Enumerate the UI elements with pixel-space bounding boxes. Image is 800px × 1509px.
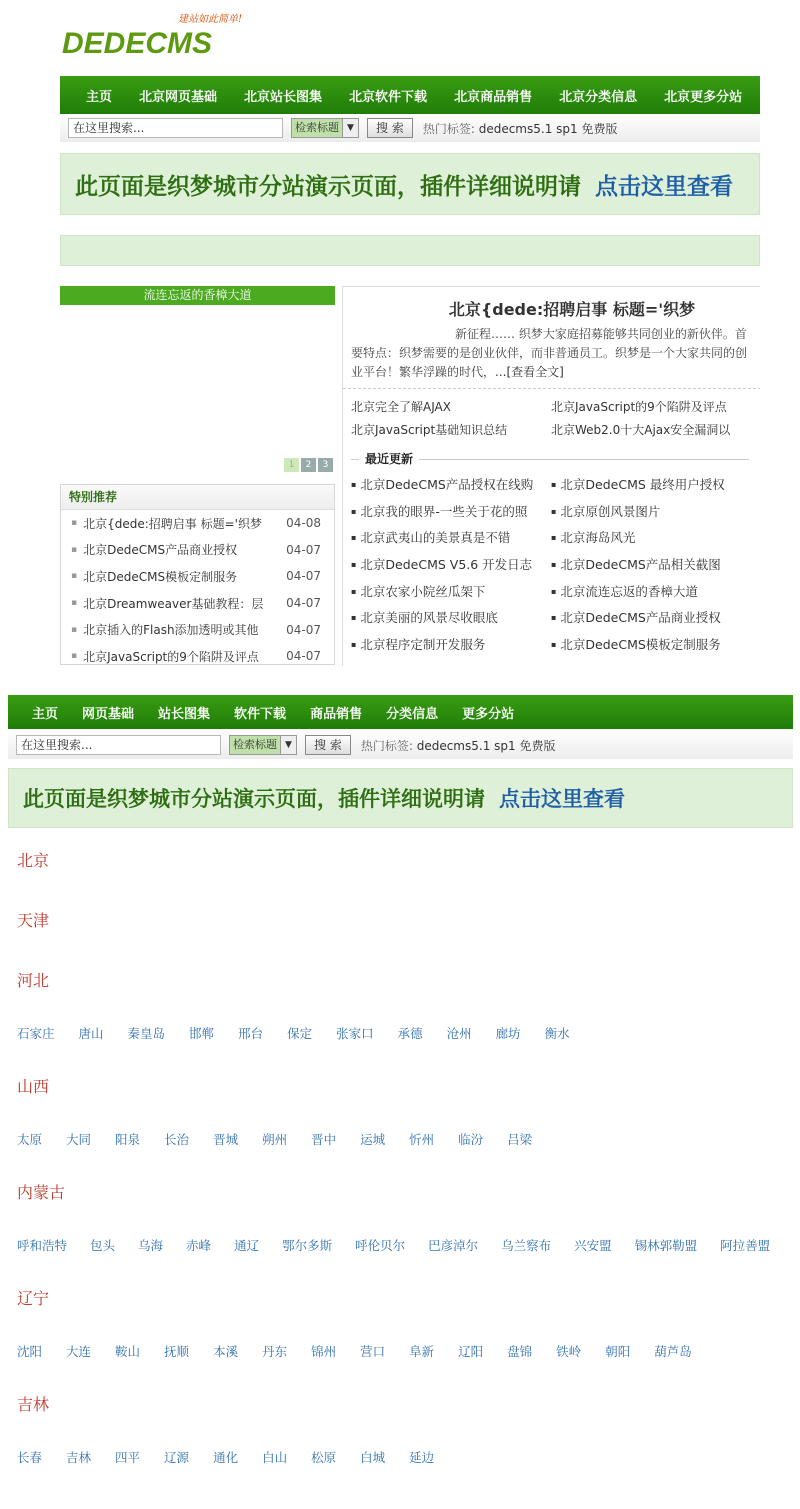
region-shanxi[interactable]: 山西 — [17, 1077, 50, 1096]
city-link[interactable]: 延边 — [409, 1450, 435, 1465]
list-item[interactable]: ▪ 北京海岛风光 — [551, 528, 751, 546]
city-link[interactable]: 沈阳 — [17, 1344, 43, 1359]
summary-text: 新征程…… 织梦大家庭招募能够共同创业的新伙伴。首要特点：织梦需要的是创业伙伴，而非普通员工。织梦是一个大家共同的创业平台！繁华浮躁的时代， — [351, 327, 748, 379]
demo-banner — [60, 153, 760, 215]
city-link[interactable]: 铁岭 — [556, 1344, 582, 1359]
bullet-icon: ▪ — [71, 544, 78, 555]
list-item[interactable]: ▪ 北京DedeCMS产品授权在线购 — [351, 475, 551, 493]
city-list-liaoning — [17, 1342, 716, 1360]
city-link[interactable]: 阿拉善盟 — [720, 1238, 771, 1253]
city-link[interactable]: 兴安盟 — [574, 1238, 612, 1253]
city-link[interactable]: 包头 — [90, 1238, 116, 1253]
banner-link[interactable]: 点击这里查看 — [595, 173, 733, 200]
related-link[interactable]: 北京完全了解AJAX — [351, 400, 451, 414]
hot-tag-link[interactable]: dedecms5.1 sp1 免费版 — [416, 738, 556, 753]
nav-item[interactable]: 北京站长图集 — [244, 89, 323, 105]
nav-item[interactable]: 北京分类信息 — [559, 89, 638, 105]
city-link[interactable]: 松原 — [311, 1450, 337, 1465]
city-link[interactable]: 大连 — [66, 1344, 92, 1359]
search-type-select[interactable] — [229, 735, 297, 755]
city-link[interactable]: 临汾 — [458, 1132, 484, 1147]
city-link[interactable]: 运城 — [360, 1132, 386, 1147]
slider-page-3[interactable]: 3 — [318, 458, 333, 472]
headline-title-text[interactable]: 北京{dede:招聘启事 标题='织梦 — [448, 300, 696, 319]
city-link[interactable]: 吕梁 — [507, 1132, 533, 1147]
city-link[interactable]: 阳泉 — [115, 1132, 141, 1147]
city-link[interactable]: 四平 — [115, 1450, 141, 1465]
city-link[interactable]: 长治 — [164, 1132, 190, 1147]
city-link[interactable]: 锡林郭勒盟 — [634, 1238, 698, 1253]
region-tianjin[interactable]: 天津 — [17, 911, 50, 930]
list-item[interactable]: ▪ 北京我的眼界-一些关于花的照 — [351, 502, 551, 520]
city-link[interactable]: 鄂尔多斯 — [282, 1238, 333, 1253]
list-item[interactable]: ▪ 北京DedeCMS V5.6 开发日志 — [351, 555, 551, 573]
nav-item[interactable]: 分类信息 — [386, 706, 439, 722]
item-date: 04-07 — [286, 542, 321, 557]
nav-item[interactable]: 站长图集 — [158, 706, 211, 722]
city-link[interactable]: 朝阳 — [605, 1344, 631, 1359]
headline-summary — [351, 325, 756, 382]
bullet-icon: ▪ — [71, 518, 78, 529]
item-date: 04-08 — [286, 516, 321, 531]
city-link[interactable]: 抚顺 — [164, 1344, 190, 1359]
nav-item[interactable]: 主页 — [32, 706, 59, 722]
list-item[interactable]: ▪ 北京DedeCMS产品相关截图 — [551, 555, 751, 573]
city-link[interactable]: 石家庄 — [17, 1026, 55, 1041]
city-link[interactable]: 晋中 — [311, 1132, 337, 1147]
region-liaoning[interactable]: 辽宁 — [17, 1289, 50, 1308]
banner-link[interactable]: 点击这里查看 — [499, 787, 625, 811]
city-link[interactable]: 太原 — [17, 1132, 43, 1147]
headline-article — [342, 286, 760, 666]
search-type-value: 检索标题 — [292, 119, 342, 137]
region-hebei[interactable]: 河北 — [17, 971, 50, 990]
search-button[interactable]: 搜 索 — [305, 735, 351, 755]
city-link[interactable]: 本溪 — [213, 1344, 239, 1359]
city-list-jilin — [17, 1448, 458, 1466]
list-item[interactable]: ▪ 北京武夷山的美景真是不错 — [351, 528, 551, 546]
city-link[interactable]: 阜新 — [409, 1344, 435, 1359]
hot-tags-label: 热门标签: — [360, 738, 413, 753]
search-input[interactable]: 在这里搜索... — [16, 735, 221, 755]
item-title[interactable]: 北京{dede:招聘启事 标题='织梦 — [83, 516, 262, 531]
city-link[interactable]: 邯郸 — [189, 1026, 215, 1041]
city-link[interactable]: 巴彦淖尔 — [428, 1238, 479, 1253]
city-link[interactable]: 晋城 — [213, 1132, 239, 1147]
list-item[interactable]: ▪ 北京农家小院丝瓜架下 — [351, 582, 551, 600]
hot-tags-label: 热门标签: — [422, 121, 475, 136]
bullet-icon: ▪ — [71, 571, 78, 582]
list-item[interactable] — [61, 616, 334, 643]
city-link[interactable]: 保定 — [287, 1026, 313, 1041]
recommend-title: 特别推荐 — [61, 485, 334, 510]
item-title[interactable]: 北京DedeCMS产品商业授权 — [83, 543, 238, 558]
city-link[interactable]: 忻州 — [409, 1132, 435, 1147]
item-date: 04-07 — [286, 649, 321, 664]
read-more-link[interactable]: ...[查看全文] — [495, 365, 564, 379]
nav-item[interactable]: 北京软件下载 — [349, 89, 428, 105]
logo-text: DEDECMS — [62, 27, 213, 60]
image-slider — [60, 286, 335, 476]
city-link[interactable]: 辽阳 — [458, 1344, 484, 1359]
list-item[interactable]: ▪ 北京美丽的风景尽收眼底 — [351, 608, 551, 626]
slider-page-2[interactable]: 2 — [301, 458, 316, 472]
item-date: 04-07 — [286, 622, 321, 637]
item-title[interactable]: 北京JavaScript的9个陷阱及评点 — [83, 649, 259, 664]
list-item[interactable]: ▪ 北京DedeCMS产品商业授权 — [551, 608, 751, 626]
logo-slogan: 建站如此简单! — [178, 14, 243, 25]
bullet-icon: ▪ — [71, 598, 78, 609]
city-list-neimenggu — [17, 1236, 770, 1254]
nav-item[interactable]: 软件下载 — [234, 706, 287, 722]
list-item[interactable]: ▪ 北京原创风景图片 — [551, 502, 751, 520]
city-link[interactable]: 鞍山 — [115, 1344, 141, 1359]
city-link[interactable]: 承德 — [397, 1026, 423, 1041]
item-title[interactable]: 北京插入的Flash添加透明或其他 — [83, 623, 259, 638]
city-link[interactable]: 丹东 — [262, 1344, 288, 1359]
city-link[interactable]: 乌兰察布 — [501, 1238, 552, 1253]
city-nav — [8, 695, 793, 729]
bullet-icon: ▪ — [71, 651, 78, 662]
city-link[interactable]: 葫芦岛 — [654, 1344, 692, 1359]
city-link[interactable]: 通辽 — [234, 1238, 260, 1253]
slider-pager — [284, 458, 333, 472]
bullet-icon: ▪ — [71, 624, 78, 635]
slider-page-1[interactable]: 1 — [284, 458, 299, 472]
search-type-value: 检索标题 — [230, 736, 280, 754]
city-list-shanxi — [17, 1130, 556, 1148]
chevron-down-icon: ▼ — [342, 119, 358, 137]
city-link[interactable]: 盘锦 — [507, 1344, 533, 1359]
item-date: 04-07 — [286, 596, 321, 611]
region-beijing[interactable]: 北京 — [17, 851, 50, 870]
item-date: 04-07 — [286, 569, 321, 584]
city-link[interactable]: 赤峰 — [186, 1238, 212, 1253]
city-link[interactable]: 衡水 — [544, 1026, 570, 1041]
city-link[interactable]: 呼和浩特 — [17, 1238, 68, 1253]
list-item[interactable] — [61, 510, 334, 537]
nav-item[interactable]: 网页基础 — [82, 706, 135, 722]
list-item[interactable] — [61, 590, 334, 617]
city-link[interactable]: 白城 — [360, 1450, 386, 1465]
city-link[interactable]: 乌海 — [138, 1238, 164, 1253]
nav-item[interactable]: 商品销售 — [310, 706, 363, 722]
headline-title[interactable] — [343, 297, 760, 320]
demo-banner-2 — [8, 768, 793, 828]
city-link[interactable]: 张家口 — [336, 1026, 374, 1041]
list-item[interactable]: ▪ 北京DedeCMS模板定制服务 — [551, 635, 751, 653]
city-link[interactable]: 唐山 — [78, 1026, 104, 1041]
search-button[interactable]: 搜 索 — [367, 118, 413, 138]
related-links — [351, 398, 760, 438]
search-type-select[interactable] — [291, 118, 359, 138]
divider — [343, 388, 760, 389]
region-jilin[interactable]: 吉林 — [17, 1395, 50, 1414]
city-link[interactable]: 大同 — [66, 1132, 92, 1147]
site-logo[interactable] — [60, 8, 275, 63]
recent-updates-label: 最近更新 — [359, 451, 419, 467]
nav-item[interactable]: 更多分站 — [462, 706, 515, 722]
logo-graphic — [60, 8, 275, 63]
item-title[interactable]: 北京DedeCMS模板定制服务 — [83, 569, 238, 584]
list-item[interactable]: ▪ 北京DedeCMS 最终用户授权 — [551, 475, 751, 493]
city-link[interactable]: 呼伦贝尔 — [355, 1238, 406, 1253]
related-link[interactable]: 北京Web2.0十大Ajax安全漏洞以 — [551, 423, 731, 437]
banner-text: 此页面是织梦城市分站演示页面，插件详细说明请 — [23, 787, 485, 811]
city-link[interactable]: 锦州 — [311, 1344, 337, 1359]
main-nav — [60, 76, 760, 114]
recommend-box — [60, 484, 335, 665]
nav-item[interactable]: 北京网页基础 — [139, 89, 218, 105]
list-item[interactable]: ▪ 北京流连忘返的香樟大道 — [551, 582, 751, 600]
city-link[interactable]: 白山 — [262, 1450, 288, 1465]
city-link[interactable]: 吉林 — [66, 1450, 92, 1465]
search-bar — [60, 114, 760, 142]
list-item[interactable] — [61, 563, 334, 590]
banner-text: 此页面是织梦城市分站演示页面，插件详细说明请 — [75, 173, 581, 200]
city-link[interactable]: 通化 — [213, 1450, 239, 1465]
ad-bar — [60, 235, 760, 266]
hot-tag-link[interactable]: dedecms5.1 sp1 免费版 — [478, 121, 618, 136]
nav-item[interactable]: 北京商品销售 — [454, 89, 533, 105]
recent-updates-header — [351, 451, 749, 467]
city-link[interactable]: 邢台 — [238, 1026, 264, 1041]
related-link[interactable]: 北京JavaScript基础知识总结 — [351, 423, 508, 437]
city-link[interactable]: 长春 — [17, 1450, 43, 1465]
region-neimenggu[interactable]: 内蒙古 — [17, 1183, 66, 1202]
related-link[interactable]: 北京JavaScript的9个陷阱及评点 — [551, 400, 727, 414]
city-link[interactable]: 秦皇岛 — [127, 1026, 166, 1041]
search-input[interactable]: 在这里搜索... — [68, 118, 283, 138]
list-item[interactable] — [61, 537, 334, 564]
city-link[interactable]: 辽源 — [164, 1450, 190, 1465]
chevron-down-icon: ▼ — [280, 736, 296, 754]
city-link[interactable]: 营口 — [360, 1344, 386, 1359]
search-bar-2 — [8, 731, 793, 759]
city-list-hebei — [17, 1024, 594, 1042]
city-link[interactable]: 廊坊 — [495, 1026, 521, 1041]
city-link[interactable]: 沧州 — [446, 1026, 472, 1041]
city-link[interactable]: 朔州 — [262, 1132, 288, 1147]
list-item[interactable] — [61, 643, 334, 665]
recent-updates-list — [351, 475, 760, 653]
list-item[interactable]: ▪ 北京程序定制开发服务 — [351, 635, 551, 653]
nav-item[interactable]: 北京更多分站 — [664, 89, 743, 105]
slider-caption[interactable]: 流连忘返的香樟大道 — [60, 286, 335, 305]
hot-tags — [423, 120, 618, 137]
hot-tags — [361, 737, 556, 754]
nav-item[interactable]: 主页 — [86, 89, 113, 105]
item-title[interactable]: 北京Dreamweaver基础教程：层 — [83, 596, 264, 611]
